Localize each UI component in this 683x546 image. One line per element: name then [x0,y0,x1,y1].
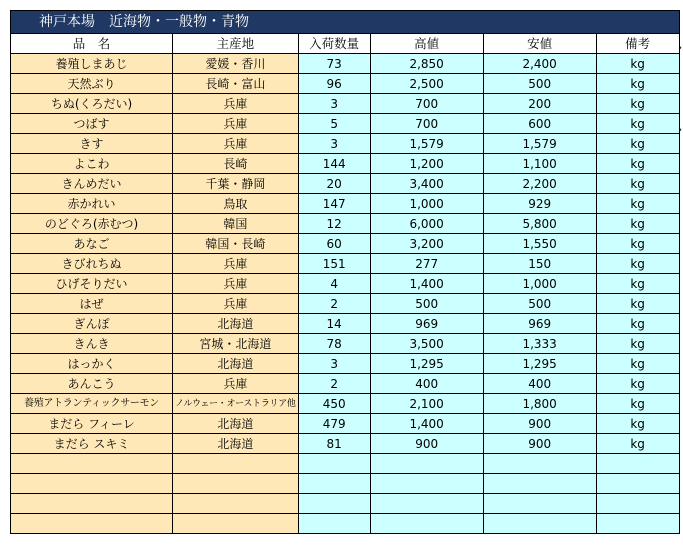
cell-origin: 北海道 [173,314,299,334]
cell-quantity: 60 [298,234,370,254]
cell-high-price: 1,400 [370,414,483,434]
cell-low-price: 1,579 [483,134,596,154]
header-origin: 主産地 [173,34,299,54]
table-row [11,94,680,114]
cell-note: kg [596,94,679,114]
cell-low-price: 900 [483,434,596,454]
table-row [11,134,680,154]
cell-origin: 長崎・富山 [173,74,299,94]
cell-quantity: 479 [298,414,370,434]
cell-high-price: 6,000 [370,214,483,234]
cell-product-name: はぜ [11,294,173,314]
cell-high-price: 1,000 [370,194,483,214]
cell-high-price: 500 [370,294,483,314]
cell-note [596,454,679,474]
cell-high-price: 2,100 [370,394,483,414]
table-row [11,394,680,414]
cell-low-price: 150 [483,254,596,274]
table-row [11,54,680,74]
cell-origin [173,494,299,514]
cell-high-price: 1,579 [370,134,483,154]
cell-note: kg [596,334,679,354]
table-row [11,214,680,234]
cell-low-price: 500 [483,294,596,314]
cell-quantity [298,474,370,494]
cell-origin: 韓国・長崎 [173,234,299,254]
cell-product-name: ちぬ(くろだい) [11,94,173,114]
cell-low-price: 929 [483,194,596,214]
cell-low-price: 1,000 [483,274,596,294]
cell-origin: 北海道 [173,414,299,434]
cell-quantity: 147 [298,194,370,214]
table-row [11,474,680,494]
cell-high-price: 1,400 [370,274,483,294]
cell-product-name: まだら スキミ [11,434,173,454]
table-row [11,254,680,274]
table-row [11,194,680,214]
cell-product-name [11,454,173,474]
cell-origin [173,474,299,494]
cell-note: kg [596,154,679,174]
cell-origin: 兵庫 [173,94,299,114]
cell-product-name: 養殖アトランティックサーモン [11,394,173,414]
cell-high-price: 700 [370,114,483,134]
cell-high-price: 969 [370,314,483,334]
cell-quantity: 2 [298,294,370,314]
cell-low-price: 969 [483,314,596,334]
cell-note: kg [596,434,679,454]
cell-quantity: 144 [298,154,370,174]
side-mark: , [679,122,683,133]
cell-low-price: 1,550 [483,234,596,254]
cell-quantity: 73 [298,54,370,74]
cell-low-price: 1,295 [483,354,596,374]
cell-high-price [370,454,483,474]
cell-high-price: 3,200 [370,234,483,254]
cell-quantity: 5 [298,114,370,134]
cell-product-name: ひげそりだい [11,274,173,294]
cell-high-price: 1,295 [370,354,483,374]
cell-quantity: 3 [298,134,370,154]
cell-origin: 兵庫 [173,114,299,134]
table-row [11,354,680,374]
cell-origin: 北海道 [173,354,299,374]
cell-note: kg [596,374,679,394]
cell-product-name: 養殖しまあじ [11,54,173,74]
table-body [11,54,683,534]
cell-high-price: 277 [370,254,483,274]
cell-origin: 兵庫 [173,374,299,394]
cell-product-name: きす [11,134,173,154]
cell-origin [173,454,299,474]
cell-note: kg [596,294,679,314]
table-row [11,334,680,354]
cell-product-name [11,494,173,514]
cell-quantity: 81 [298,434,370,454]
cell-product-name: つばす [11,114,173,134]
cell-low-price [483,494,596,514]
cell-note: kg [596,394,679,414]
table-row [11,494,680,514]
cell-note: kg [596,414,679,434]
cell-quantity: 12 [298,214,370,234]
table-row [11,294,680,314]
cell-note: kg [596,134,679,154]
cell-origin [173,514,299,534]
cell-note: kg [596,194,679,214]
table-row [11,154,680,174]
cell-low-price: 2,200 [483,174,596,194]
table-row [11,274,680,294]
cell-origin: ノルウェー・オーストラリア他 [173,394,299,414]
cell-product-name: きんき [11,334,173,354]
cell-product-name: 天然ぶり [11,74,173,94]
cell-low-price [483,454,596,474]
cell-high-price: 2,500 [370,74,483,94]
cell-note [596,514,679,534]
cell-product-name: よこわ [11,154,173,174]
cell-quantity: 450 [298,394,370,414]
cell-high-price [370,494,483,514]
cell-note: kg [596,174,679,194]
cell-high-price [370,474,483,494]
cell-note [596,494,679,514]
cell-quantity: 3 [298,94,370,114]
cell-product-name: ぎんぽ [11,314,173,334]
table-row [11,314,680,334]
header-quantity: 入荷数量 [298,34,370,54]
cell-origin: 兵庫 [173,254,299,274]
cell-low-price [483,514,596,534]
cell-origin: 宮城・北海道 [173,334,299,354]
header-row [11,34,680,54]
cell-note: kg [596,214,679,234]
cell-high-price: 1,200 [370,154,483,174]
cell-quantity [298,454,370,474]
cell-note: kg [596,354,679,374]
cell-low-price: 500 [483,74,596,94]
cell-quantity [298,514,370,534]
cell-origin: 鳥取 [173,194,299,214]
cell-product-name: まだら フィーレ [11,414,173,434]
cell-quantity: 3 [298,354,370,374]
cell-quantity [298,494,370,514]
cell-product-name: 赤かれい [11,194,173,214]
cell-high-price [370,514,483,534]
cell-high-price: 3,500 [370,334,483,354]
cell-product-name [11,514,173,534]
cell-product-name: きびれちぬ [11,254,173,274]
cell-high-price: 900 [370,434,483,454]
cell-high-price: 2,850 [370,54,483,74]
cell-product-name [11,474,173,494]
cell-quantity: 2 [298,374,370,394]
cell-origin: 千葉・静岡 [173,174,299,194]
table-title: 神戸本場 近海物・一般物・青物 [11,11,680,34]
cell-product-name: あなご [11,234,173,254]
table-row [11,434,680,454]
cell-quantity: 96 [298,74,370,94]
cell-origin: 兵庫 [173,134,299,154]
table-row [11,514,680,534]
cell-quantity: 20 [298,174,370,194]
cell-high-price: 400 [370,374,483,394]
cell-quantity: 4 [298,274,370,294]
cell-note: kg [596,254,679,274]
cell-note: kg [596,234,679,254]
cell-low-price: 400 [483,374,596,394]
cell-product-name: きんめだい [11,174,173,194]
cell-note: kg [596,314,679,334]
cell-product-name: のどぐろ(赤むつ) [11,214,173,234]
header-high-price: 高値 [370,34,483,54]
header-note: 備考 [596,34,679,54]
table-row [11,414,680,434]
header-product-name: 品 名 [11,34,173,54]
cell-origin: 兵庫 [173,274,299,294]
table-row [11,174,680,194]
cell-origin: 韓国 [173,214,299,234]
cell-low-price: 1,100 [483,154,596,174]
cell-note: kg [596,74,679,94]
market-price-table [10,10,683,534]
cell-low-price: 600 [483,114,596,134]
cell-note: kg [596,54,679,74]
cell-origin: 兵庫 [173,294,299,314]
cell-high-price: 700 [370,94,483,114]
cell-origin: 北海道 [173,434,299,454]
cell-low-price: 900 [483,414,596,434]
cell-quantity: 78 [298,334,370,354]
cell-low-price [483,474,596,494]
table-row [11,454,680,474]
cell-low-price: 1,333 [483,334,596,354]
cell-product-name: はっかく [11,354,173,374]
cell-origin: 長崎 [173,154,299,174]
table-row [11,74,680,94]
header-low-price: 安値 [483,34,596,54]
cell-product-name: あんこう [11,374,173,394]
side-mark: , [679,40,683,51]
cell-low-price: 200 [483,94,596,114]
cell-origin: 愛媛・香川 [173,54,299,74]
cell-note [596,474,679,494]
cell-quantity: 151 [298,254,370,274]
table-row [11,374,680,394]
table-row [11,114,680,134]
cell-high-price: 3,400 [370,174,483,194]
cell-low-price: 5,800 [483,214,596,234]
cell-note: kg [596,274,679,294]
table-row [11,234,680,254]
cell-low-price: 1,800 [483,394,596,414]
cell-note: kg [596,114,679,134]
cell-low-price: 2,400 [483,54,596,74]
cell-quantity: 14 [298,314,370,334]
